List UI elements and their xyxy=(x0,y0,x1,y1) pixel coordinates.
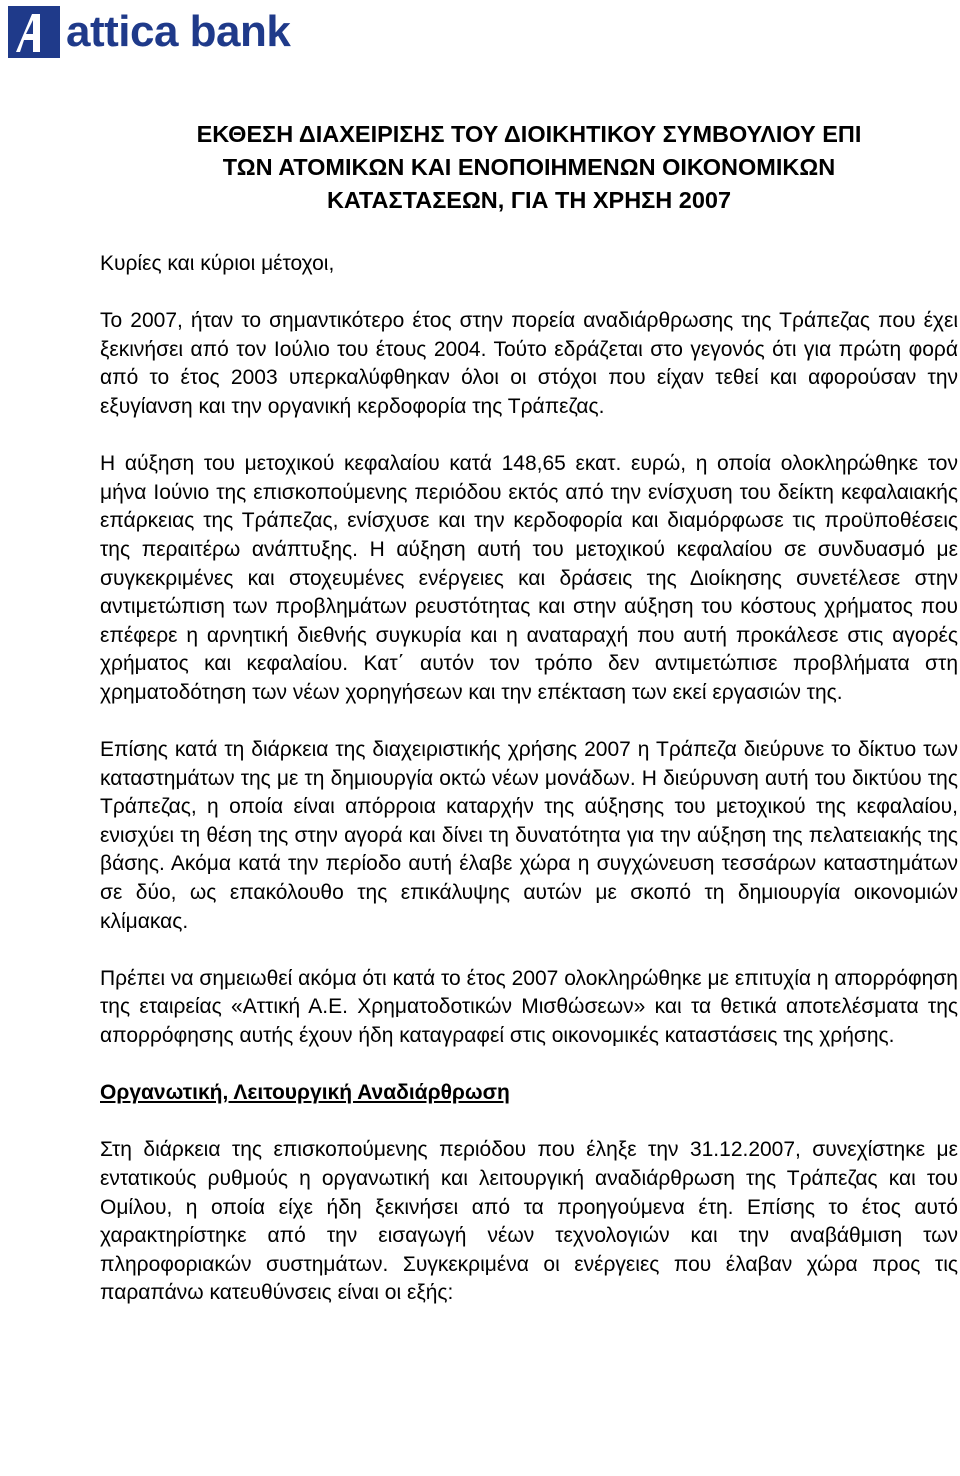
bank-logo xyxy=(8,4,290,60)
attica-bank-logo-mark-icon xyxy=(8,6,60,58)
report-title xyxy=(100,118,958,217)
paragraph-1: Το 2007, ήταν το σημαντικότερο έτος στην πορεία αναδιάρθρωσης της Τράπεζας που έχει ξεκινήσει από τον Ιούλιο του έτους 2004. Τούτο εδράζεται στο γεγονός ότι για πρώτη φορά από το έτος 2003 υπερκαλύφθηκαν όλοι οι στόχοι που είχαν τεθεί και αφορούσαν την εξυγίανση και την οργανική κερδοφορία της Τράπεζας. xyxy=(100,309,958,418)
title-line-1: ΕΚΘΕΣΗ ΔΙΑΧΕΙΡΙΣΗΣ ΤΟΥ ΔΙΟΙΚΗΤΙΚΟΥ ΣΥΜΒΟΥΛΙΟΥ ΕΠΙ xyxy=(196,121,862,147)
paragraph-5: Στη διάρκεια της επισκοπούμενης περιόδου που έληξε την 31.12.2007, συνεχίστηκε με εντατικούς ρυθμούς η οργανωτική και λειτουργική αναδιάρθρωση της Τράπεζας και του Ομίλου, η οποία είχε ήδη ξεκινήσει από τα προηγούμενα έτη. Επίσης το έτος αυτό χαρακτηρίστηκε από την εισαγωγή νέων τεχνολογιών και την αναβάθμιση των πληροφοριακών συστημάτων. Συγκεκριμένα οι ενέργειες που έλαβαν χώρα προς τις παραπάνω κατευθύνσεις είναι οι εξής: xyxy=(100,1138,958,1305)
title-line-2: ΤΩΝ ΑΤΟΜΙΚΩΝ ΚΑΙ ΕΝΟΠΟΙΗΜΕΝΩΝ ΟΙΚΟΝΟΜΙΚΩΝ xyxy=(222,154,836,180)
greeting: Κυρίες και κύριοι μέτοχοι, xyxy=(100,252,335,275)
document-body xyxy=(100,250,958,1337)
section-heading: Οργανωτική, Λειτουργική Αναδιάρθρωση xyxy=(100,1081,510,1105)
paragraph-2: Η αύξηση του μετοχικού κεφαλαίου κατά 148,65 εκατ. ευρώ, η οποία ολοκληρώθηκε τον μήνα Ιούνιο της επισκοπούμενης περιόδου εκτός από την ενίσχυση του δείκτη κεφαλαιακής επάρκειας της Τράπεζας, ενίσχυσε και την κερδοφορία και διαμόρφωσε τις προϋποθέσεις της περαιτέρω ανάπτυξης. Η αύξηση αυτή του μετοχικού κεφαλαίου σε συνδυασμό με συγκεκριμένες και στοχευμένες ενέργειες και δράσεις της Διοίκησης συνετέλεσε στην αντιμετώπιση των προβλημάτων ρευστότητας και στην αύξηση του κόστους χρήματος που επέφερε η αρνητική διεθνής συγκυρία και η αναταραχή που αυτή προκάλεσε στις αγορές χρήματος και κεφαλαίου. Κατ΄ αυτόν τον τρόπο δεν αντιμετώπισε προβλήματα στη χρηματοδότηση των νέων χορηγήσεων και την επέκταση των εκεί εργασιών της. xyxy=(100,452,958,704)
logo-text: attica bank xyxy=(66,7,291,56)
paragraph-4: Πρέπει να σημειωθεί ακόμα ότι κατά το έτος 2007 ολοκληρώθηκε με επιτυχία η απορρόφηση της εταιρείας «Αττική Α.Ε. Χρηματοδοτικών Μισθώσεων» και τα θετικά αποτελέσματα της απορρόφησης αυτής έχουν ήδη καταγραφεί στις οικονομικές καταστάσεις της χρήσης. xyxy=(100,966,958,1048)
paragraph-3: Επίσης κατά τη διάρκεια της διαχειριστικής χρήσης 2007 η Τράπεζα διεύρυνε το δίκτυο των καταστημάτων της με τη δημιουργία οκτώ νέων μονάδων. Η διεύρυνση αυτή του δικτύου της Τράπεζας, η οποία είναι απόρροια καταρχήν της αύξησης του μετοχικού της κεφαλαίου, ενισχύει τη θέση της στην αγορά και δίνει τη δυνατότητα για την αύξηση της πελατειακής της βάσης. Ακόμα κατά την περίοδο αυτή έλαβε χώρα η συγχώνευση τεσσάρων καταστημάτων σε δύο, ως επακόλουθο της επικάλυψης αυτών με σκοπό τη δημιουργία οικονομιών κλίμακας. xyxy=(100,738,958,933)
title-line-3: ΚΑΤΑΣΤΑΣΕΩΝ, ΓΙΑ ΤΗ ΧΡΗΣΗ 2007 xyxy=(326,187,732,213)
